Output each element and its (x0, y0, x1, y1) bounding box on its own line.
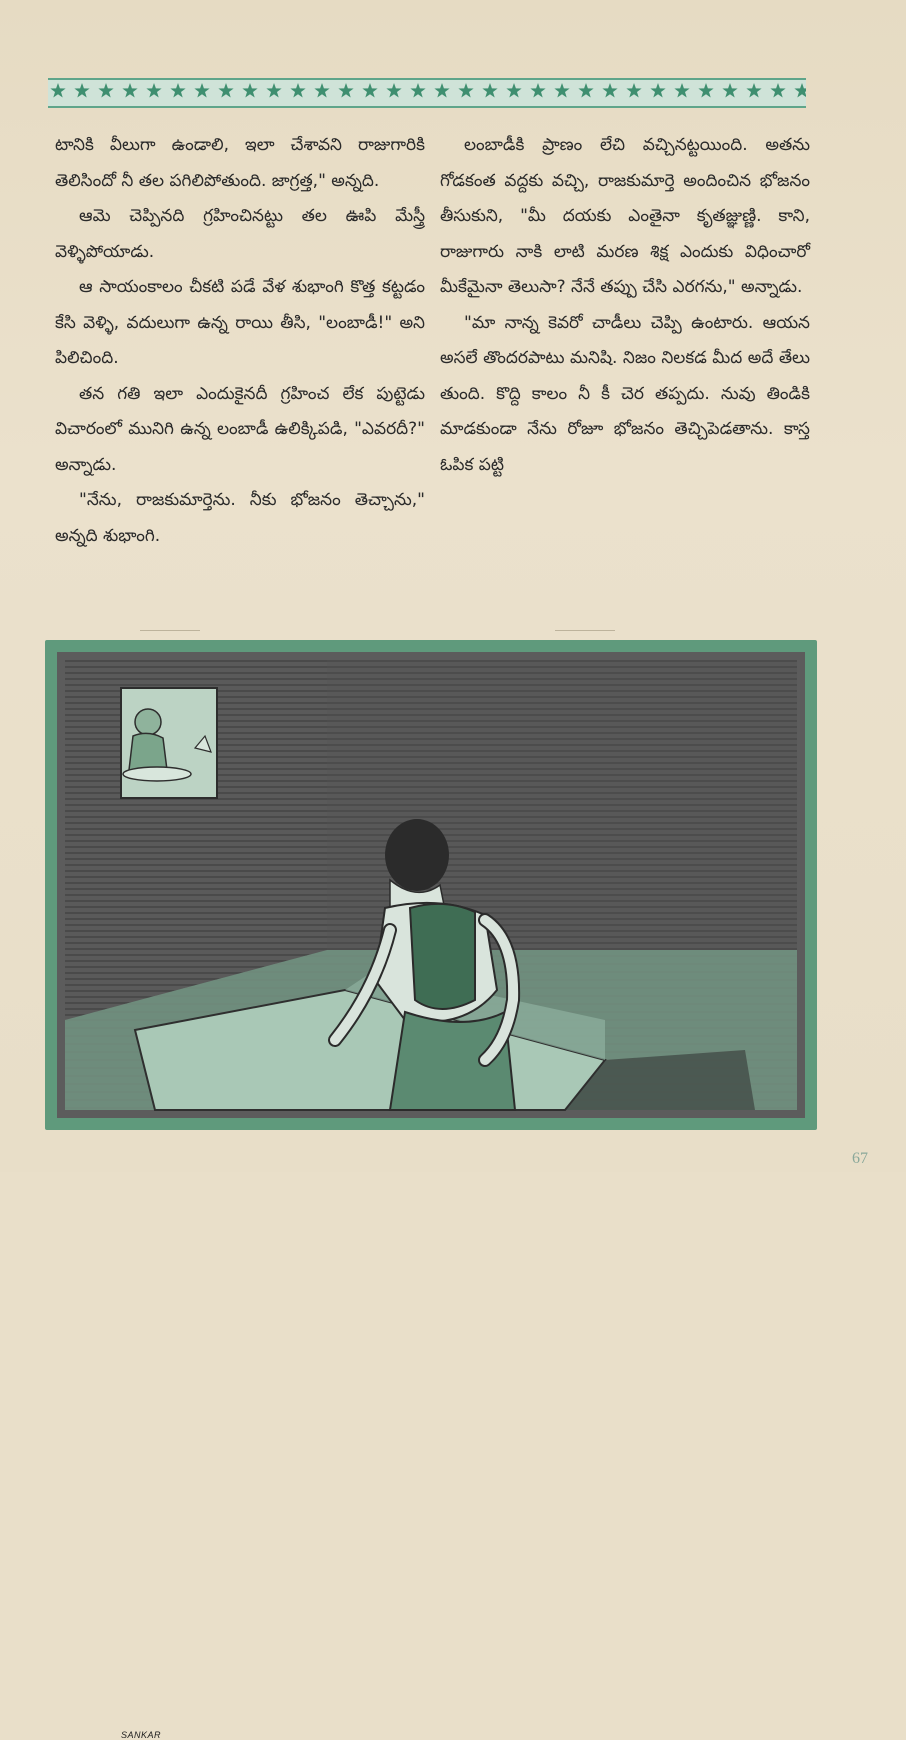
decorative-star-border (48, 78, 806, 108)
border-star-mark (530, 83, 545, 98)
border-star-mark (194, 83, 209, 98)
paragraph: తన గతి ఇలా ఎందుకైనదీ గ్రహించ లేక పుట్టెడు విచారంలో మునిగి ఉన్న లంబాడీ ఉలిక్కిపడి, "ఎవరదీ?" అన్నాడు. (55, 383, 425, 475)
paragraph: ఆ సాయంకాలం చీకటి పడే వేళ శుభాంగి కొత్త కట్టడం కేసి వెళ్ళి, వదులుగా ఉన్న రాయి తీసి, "లంబాడీ!" అని పిలిచింది. (55, 277, 425, 368)
border-star-mark (506, 83, 521, 98)
left-text-column (55, 128, 425, 554)
column-end-rule (140, 630, 200, 631)
border-star-mark (554, 83, 569, 98)
border-star-mark (50, 83, 65, 98)
border-star-mark (386, 83, 401, 98)
border-star-mark (602, 83, 617, 98)
border-star-mark (362, 83, 377, 98)
page-number: 67 (852, 1150, 868, 1167)
right-text-column (440, 128, 810, 483)
border-star-mark (146, 83, 161, 98)
paragraph: టానికి వీలుగా ఉండాలి, ఇలా చేశావని రాజుగారికి తెలిసిందో నీ తల పగిలిపోతుంది. జాగ్రత్త," అన్నది. (55, 135, 425, 191)
border-star-mark (410, 83, 425, 98)
border-star-mark (746, 83, 761, 98)
border-star-mark (674, 83, 689, 98)
border-star-mark (770, 83, 785, 98)
border-star-mark (482, 83, 497, 98)
paragraph: ఆమె చెప్పినది గ్రహించినట్టు తల ఊపి మేస్త్రీ వెళ్ళిపోయాడు. (55, 206, 425, 262)
border-star-mark (170, 83, 185, 98)
border-star-mark (434, 83, 449, 98)
border-star-mark (458, 83, 473, 98)
border-star-mark (290, 83, 305, 98)
column-end-rule (555, 630, 615, 631)
paragraph: "మా నాన్న కెవరో చాడీలు చెప్పి ఉంటారు. ఆయన అసలే తొందరపాటు మనిషి. నిజం నిలకడ మీద అదే తేలు తుంది. కొద్ది కాలం నీ కీ చెర తప్పదు. నువు తిండికి మాడకుండా నేను రోజూ భోజనం తెచ్చిపెడతాను. కాస్త ఓపిక పట్టి (440, 312, 810, 475)
paragraph: "నేను, రాజకుమార్తెను. నీకు భోజనం తెచ్చాను," అన్నది శుభాంగి. (55, 490, 425, 546)
story-illustration (45, 640, 817, 1740)
border-star-mark (218, 83, 233, 98)
paragraph: లంబాడీకి ప్రాణం లేచి వచ్చినట్టయింది. అతను గోడకంత వద్దకు వచ్చి, రాజకుమార్తె అందించిన భోజనం తీసుకుని, "మీ దయకు ఎంతైనా కృతజ్ఞుణ్ణి. కాని, రాజుగారు నాకి లాటి మరణ శిక్ష ఎందుకు విధించారో మీకేమైనా తెలుసా? నేనే తప్పు చేసి ఎరగను," అన్నాడు. (440, 135, 810, 297)
border-star-mark (314, 83, 329, 98)
man-head (385, 819, 449, 891)
border-star-mark (698, 83, 713, 98)
artist-signature: SANKAR (121, 1730, 162, 1740)
border-star-mark (74, 83, 89, 98)
border-star-mark (578, 83, 593, 98)
border-star-mark (242, 83, 257, 98)
border-star-mark (626, 83, 641, 98)
border-star-mark (650, 83, 665, 98)
border-star-mark (338, 83, 353, 98)
border-star-mark (794, 83, 806, 98)
illustration-drawing (45, 640, 817, 1130)
border-star-mark (98, 83, 113, 98)
border-star-mark (122, 83, 137, 98)
border-star-mark (266, 83, 281, 98)
border-star-mark (722, 83, 737, 98)
